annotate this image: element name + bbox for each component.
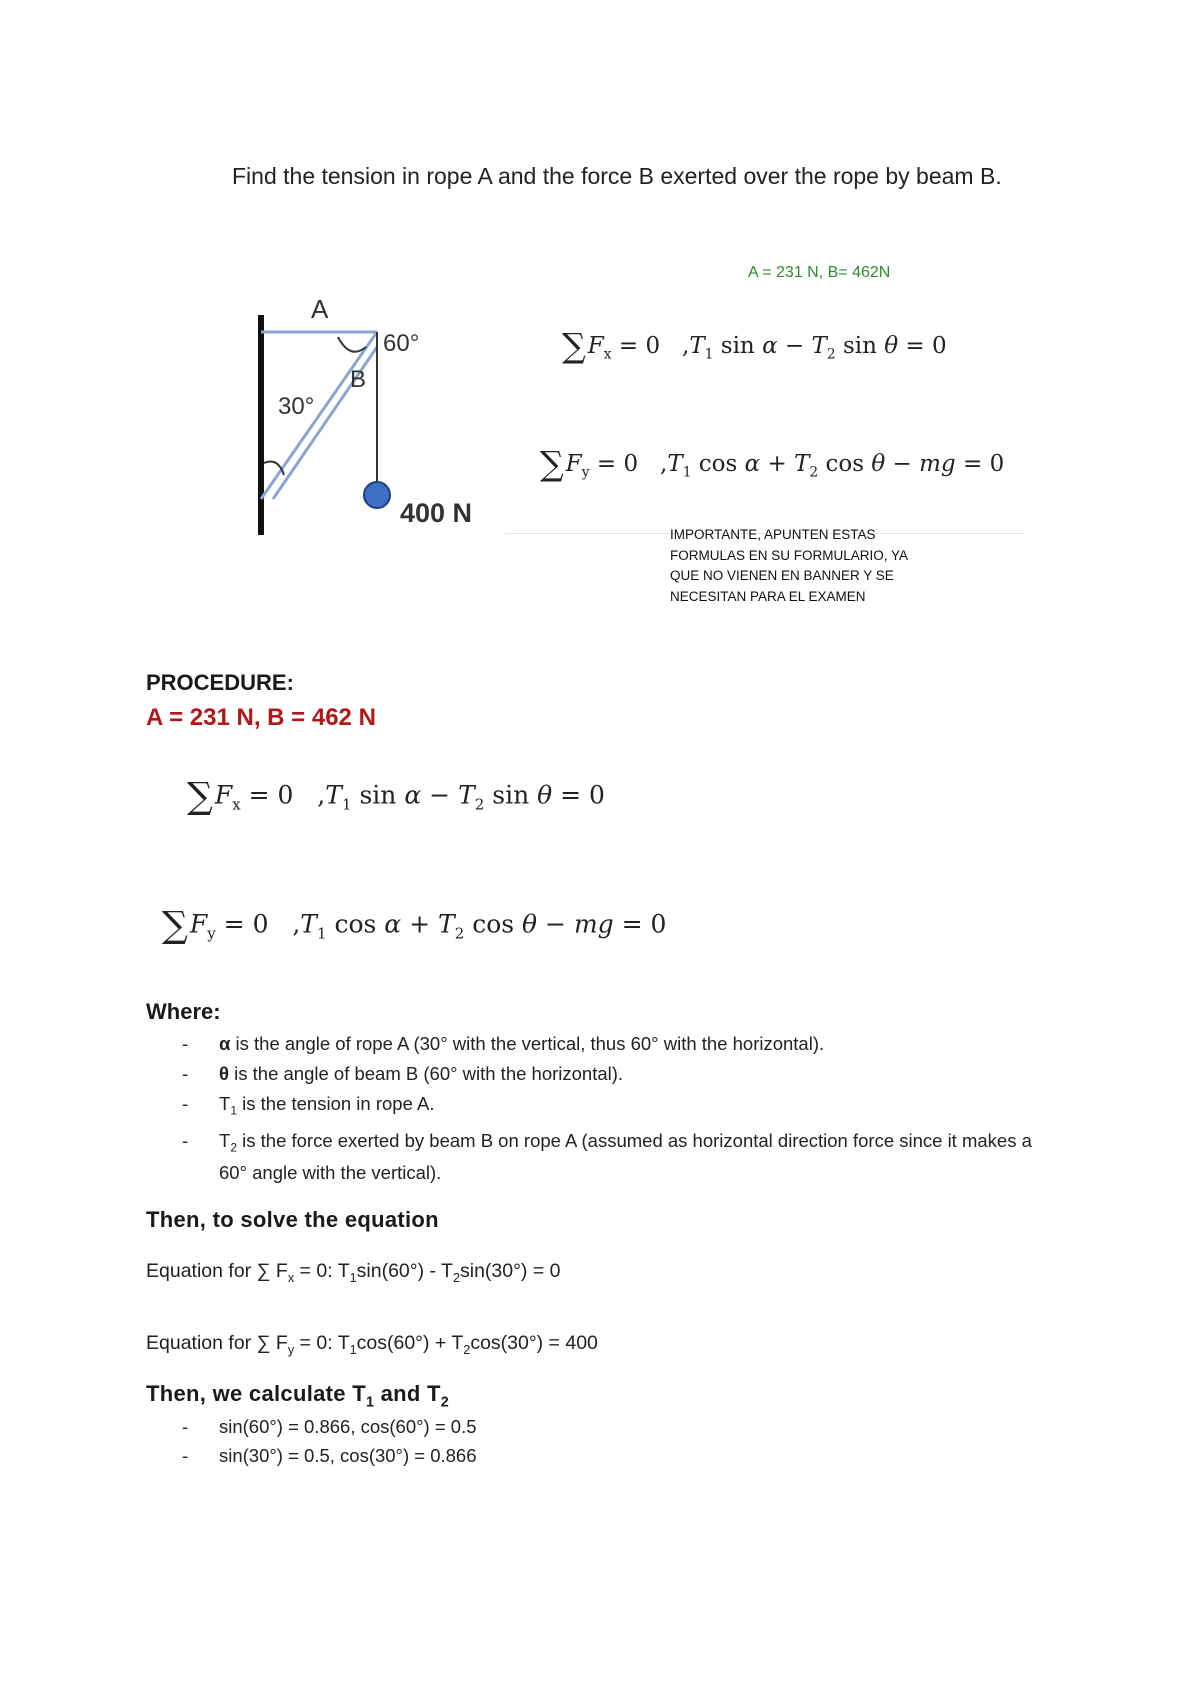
label-a: A <box>311 294 329 324</box>
hanging-mass <box>364 482 390 508</box>
label-weight: 400 N <box>400 498 473 528</box>
calc-title: Then, we calculate $T_1$ and $T_2$ <box>146 1381 450 1411</box>
list-item: - sin(30°) = 0.5, cos(30°) = 0.866 <box>182 1445 477 1466</box>
where-title: Where: <box>146 999 221 1024</box>
list-item: - α is the angle of rope A (30° with the vertical, thus 60° with the horizontal). <box>182 1033 825 1054</box>
list-item: - $T_1$ is the tension in rope A. <box>182 1093 435 1118</box>
angle-arc-left <box>264 462 284 476</box>
list-item: - $T_2$ is the force exerted by beam B on rope A (assumed as horizontal direction force since it makes a 60° angle with the vertical). <box>182 1129 1032 1184</box>
label-angle-left: 30° <box>278 393 315 420</box>
label-b: B <box>350 366 367 393</box>
procedure-title: PROCEDURE: <box>146 670 294 695</box>
equation-sum-fx-top: $\sum F_x = 0$ $,T_1$ $\sin \alpha - T_2$ sin θ = 0 <box>562 326 947 365</box>
equation-solve-x: Equation for ∑ $F_x = 0$: $T_1\sin(60^\circ) - T_2\sin(30^\circ) = 0$ <box>146 1260 561 1285</box>
problem-statement: Find the tension in rope A and the force B exerted over the rope by beam B. <box>232 163 1002 189</box>
equation-sum-fy-top: $\sum F_y = 0$ $,T_1$ $\cos \alpha + T_2$ cos θ − mg = 0 <box>540 444 1005 483</box>
answer-hint-green: A = 231 N, B= 462N <box>748 264 891 281</box>
rope-beam-diagram <box>238 285 498 540</box>
equation-sum-fx: $\sum F_x = 0$ $,T_1$ $\sin \alpha - T_2$ sin θ = 0 <box>187 774 605 817</box>
equation-sum-fy: $\sum F_y = 0$ $,T_1$ $\cos \alpha + T_2$ cos θ − mg = 0 <box>162 903 667 946</box>
list-item: - θ is the angle of beam B (60° with the horizontal). <box>182 1063 624 1084</box>
solve-title: Then, to solve the equation <box>146 1207 439 1232</box>
equation-solve-y: Equation for ∑ $F_y = 0$: $T_1\cos(60^\circ) + T_2\cos(30^\circ) = 400$ <box>146 1332 598 1357</box>
list-item: - sin(60°) = 0.866, cos(60°) = 0.5 <box>182 1416 477 1437</box>
label-angle-top: 60° <box>383 330 420 357</box>
angle-arc-top <box>338 337 366 352</box>
where-list <box>146 1031 1046 1190</box>
important-note: IMPORTANTE, APUNTEN ESTAS FORMULAS EN SU FORMULARIO, YA QUE NO VIENEN EN BANNER Y SE NECESITAN PARA EL EXAMEN <box>670 527 908 604</box>
calc-list <box>146 1414 846 1472</box>
procedure-answer: A = 231 N, B = 462 N <box>146 704 376 731</box>
